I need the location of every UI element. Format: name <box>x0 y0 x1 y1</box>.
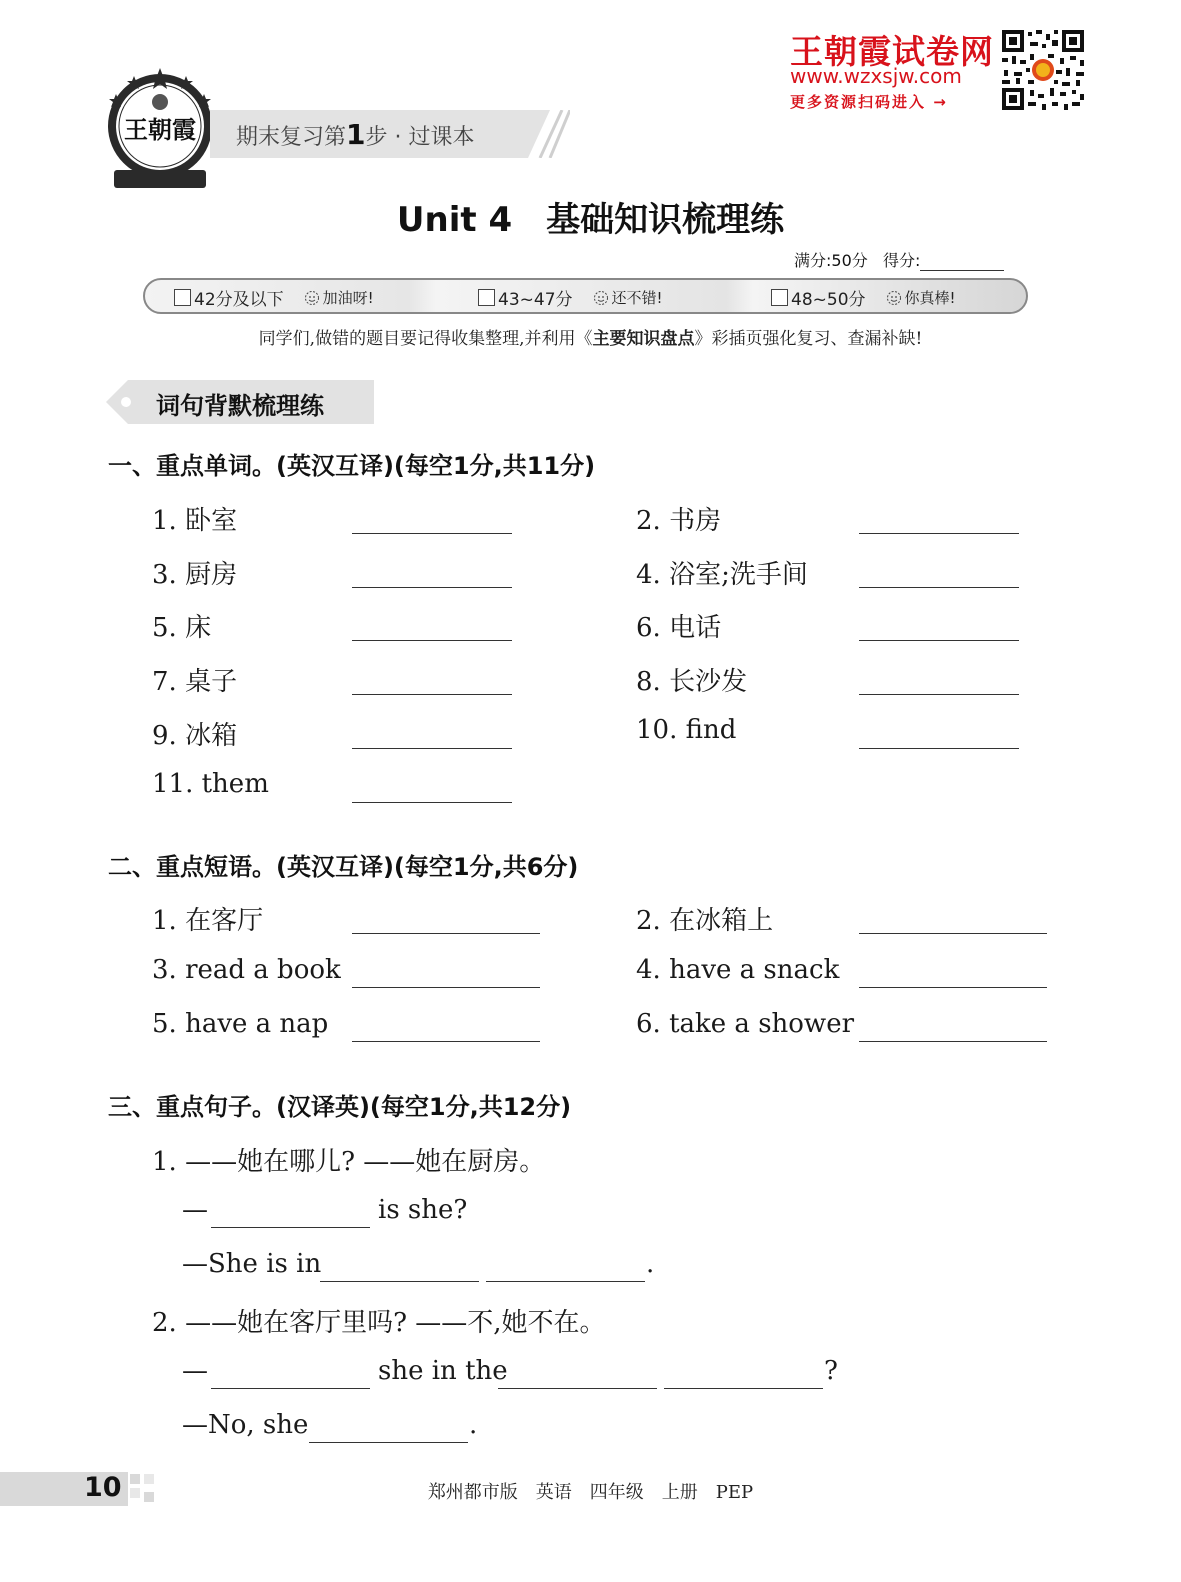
answer-blank[interactable] <box>859 933 1047 934</box>
part1-heading: 一、重点单词。(英汉互译)(每空1分,共11分) <box>108 452 596 480</box>
brand-tip: 更多资源扫码进入 → <box>790 93 948 111</box>
word-item: 1. 卧室 <box>152 506 238 536</box>
footer-info: 郑州都市版 英语 四年级 上册 PEP <box>427 1482 754 1503</box>
word-item: 9. 冰箱 <box>152 721 238 751</box>
sentence-text: —No, she <box>182 1410 309 1440</box>
review-step-banner <box>236 118 474 151</box>
answer-blank[interactable] <box>352 802 512 803</box>
score-line <box>794 248 1004 271</box>
answer-blank[interactable] <box>309 1442 468 1443</box>
study-tip <box>0 324 1181 349</box>
word-item: 3. 厨房 <box>152 560 238 590</box>
grade-range: 42分及以下 <box>194 290 284 310</box>
grade-level-2 <box>478 285 663 310</box>
answer-blank[interactable] <box>859 640 1019 641</box>
dash: — <box>182 1356 208 1386</box>
smiley-icon <box>304 290 320 306</box>
tip-before: 同学们,做错的题目要记得收集整理,并利用《 <box>258 329 593 349</box>
answer-blank[interactable] <box>352 587 512 588</box>
answer-blank[interactable] <box>859 533 1019 534</box>
answer-blank[interactable] <box>859 694 1019 695</box>
full-score-label: 满分:50分 <box>794 251 868 270</box>
tip-bold: 主要知识盘点 <box>592 329 695 349</box>
answer-blank[interactable] <box>352 987 540 988</box>
sentence-prompt: 2. ——她在客厅里吗? ——不,她不在。 <box>152 1308 606 1338</box>
page-title: Unit 4 基础知识梳理练 <box>396 200 785 240</box>
smiley-icon <box>593 290 609 306</box>
phrase-item: 4. have a snack <box>636 955 840 985</box>
grade-note: 你真棒! <box>904 289 956 307</box>
grade-note: 加油呀! <box>322 289 374 307</box>
dash: — <box>182 1195 208 1225</box>
answer-blank[interactable] <box>320 1281 479 1282</box>
answer-blank[interactable] <box>486 1281 645 1282</box>
grade-note: 还不错! <box>611 289 663 307</box>
grade-checkbox[interactable] <box>174 289 191 306</box>
sentence-text: she in the <box>378 1356 508 1386</box>
grade-range: 43~47分 <box>498 290 573 310</box>
phrase-item: 2. 在冰箱上 <box>636 906 774 936</box>
grade-range: 48~50分 <box>791 290 866 310</box>
answer-blank[interactable] <box>211 1388 370 1389</box>
score-blank[interactable] <box>920 255 1004 271</box>
grade-checkbox[interactable] <box>771 289 788 306</box>
word-item: 8. 长沙发 <box>636 667 748 697</box>
answer-blank[interactable] <box>859 748 1019 749</box>
answer-blank[interactable] <box>859 587 1019 588</box>
part2-heading: 二、重点短语。(英汉互译)(每空1分,共6分) <box>108 853 579 881</box>
answer-blank[interactable] <box>859 1041 1047 1042</box>
word-item: 2. 书房 <box>636 506 722 536</box>
phrase-item: 3. read a book <box>152 955 341 985</box>
sentence-prompt: 1. ——她在哪儿? ——她在厨房。 <box>152 1147 546 1177</box>
section-tag: 词句背默梳理练 <box>156 392 324 420</box>
word-item: 10. find <box>636 715 737 745</box>
brand-url[interactable]: www.wzxsjw.com <box>790 64 962 88</box>
phrase-item: 5. have a nap <box>152 1009 329 1039</box>
word-item: 11. them <box>152 769 269 799</box>
smiley-icon <box>886 290 902 306</box>
got-score-label: 得分: <box>883 251 921 270</box>
word-item: 4. 浴室;洗手间 <box>636 560 808 590</box>
answer-blank[interactable] <box>211 1227 370 1228</box>
grade-checkbox[interactable] <box>478 289 495 306</box>
brand-name: 王朝霞试卷网 <box>790 32 994 71</box>
grade-level-3 <box>771 285 956 310</box>
svg-text:王朝霞: 王朝霞 <box>124 115 196 144</box>
phrase-item: 1. 在客厅 <box>152 906 264 936</box>
answer-blank[interactable] <box>352 694 512 695</box>
sentence-text: —She is in <box>182 1249 322 1279</box>
sentence-punct: . <box>646 1249 655 1279</box>
part3-heading: 三、重点句子。(汉译英)(每空1分,共12分) <box>108 1093 572 1121</box>
answer-blank[interactable] <box>498 1388 657 1389</box>
answer-blank[interactable] <box>352 533 512 534</box>
brand-seal-logo <box>104 66 216 192</box>
word-item: 7. 桌子 <box>152 667 238 697</box>
sentence-punct: . <box>469 1410 478 1440</box>
sentence-text: is she? <box>378 1195 468 1225</box>
word-item: 6. 电话 <box>636 613 722 643</box>
answer-blank[interactable] <box>859 987 1047 988</box>
answer-blank[interactable] <box>352 1041 540 1042</box>
sentence-punct: ? <box>824 1356 838 1386</box>
banner-suffix: 步 · 过课本 <box>365 125 475 150</box>
answer-blank[interactable] <box>664 1388 823 1389</box>
word-item: 5. 床 <box>152 613 212 643</box>
answer-blank[interactable] <box>352 933 540 934</box>
page-number: 10 <box>84 1472 122 1503</box>
banner-prefix: 期末复习第 <box>236 125 347 150</box>
tip-after: 》彩插页强化复习、查漏补缺! <box>694 329 923 349</box>
answer-blank[interactable] <box>352 640 512 641</box>
banner-step-number: 1 <box>346 118 366 151</box>
phrase-item: 6. take a shower <box>636 1009 855 1039</box>
answer-blank[interactable] <box>352 748 512 749</box>
qr-code-icon[interactable] <box>1000 28 1086 112</box>
grade-level-1 <box>174 285 374 310</box>
